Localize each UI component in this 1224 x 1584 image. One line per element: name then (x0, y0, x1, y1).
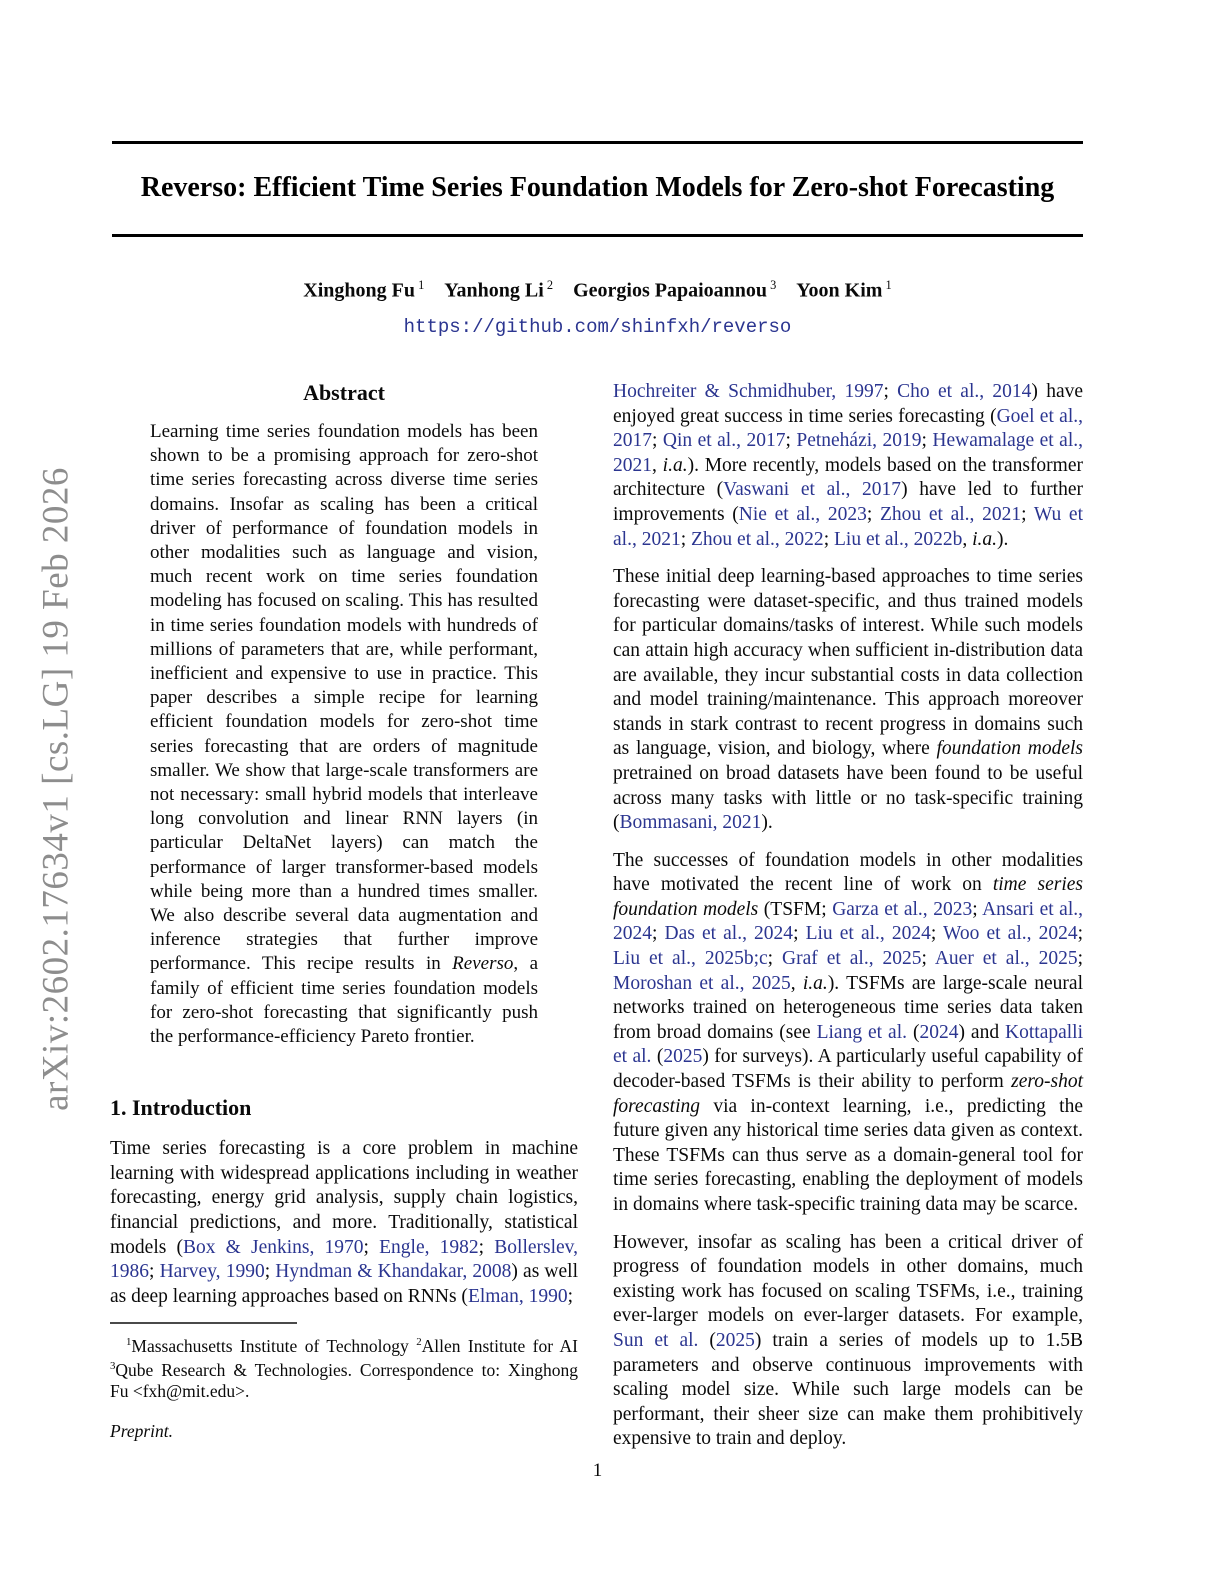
citation-link[interactable]: Box & Jenkins, 1970 (183, 1236, 364, 1258)
header-rule-top (112, 141, 1083, 144)
citation-link[interactable]: Moroshan et al., 2025 (613, 972, 791, 994)
citation-link[interactable]: Ansari et al., 2024 (613, 898, 1084, 945)
preprint-note: Preprint. (110, 1421, 174, 1442)
footnote-rule (110, 1322, 297, 1324)
citation-link[interactable]: Engle, 1982 (379, 1236, 479, 1258)
abstract-heading: Abstract (303, 380, 385, 405)
repo-link[interactable]: https://github.com/shinfxh/reverso (403, 316, 792, 338)
citation-link[interactable]: Liu et al., 2022b (833, 528, 963, 550)
affiliation-footnote: $^1$Massachusetts Institute of Technology $^2$Allen Institute for AI $^3$Qube Research & Technologies. Correspondence to: Xinghong Fu <fxh@mit.edu>. (110, 1335, 579, 1401)
intro-paragraph-right-2: These initial deep learning-based approaches to time series forecasting were dataset-specific, and thus trained models for particular domains/tasks of interest. While such models can attain high accuracy when sufficient in-distribution data are available, they incur substantial costs in data collection and model training/maintenance. This approach moreover stands in stark contrast to recent progress in domains such as language, vision, and biology, where foundation models pretrained on broad datasets have been found to be useful across many tasks with little or no task-specific training (Bommasani, 2021). (613, 566, 1083, 834)
citation-link[interactable]: Petneházi, 2019 (796, 430, 922, 452)
intro-paragraph-right-1: Hochreiter & Schmidhuber, 1997; Cho et al., 2014) have enjoyed great success in time series forecasting (Goel et al., 2017; Qin et al., 2017; Petneházi, 2019; Hewamalage et al., 2021, i.a.). More recently, models based on the transformer architecture (Vaswani et al., 2017) have led to further improvements (Nie et al., 2023; Zhou et al., 2021; Wu et al., 2021; Zhou et al., 2022; Liu et al., 2022b, i.a.). (613, 381, 1084, 550)
citation-link[interactable]: Woo et al., 2024 (943, 923, 1078, 945)
citation-link[interactable]: Cho et al., 2014 (897, 381, 1032, 402)
citation-link[interactable]: Harvey, 1990 (159, 1261, 265, 1283)
section-heading-introduction: 1. Introduction (110, 1095, 252, 1121)
citation-link[interactable]: Elman, 1990 (467, 1285, 568, 1307)
citation-link[interactable]: Graf et al., 2025 (782, 948, 922, 970)
citation-link[interactable]: Liang et al. (816, 1021, 908, 1043)
citation-link[interactable]: Hyndman & Khandakar, 2008 (275, 1261, 512, 1283)
paper-title: Reverso: Efficient Time Series Foundation Models for Zero-shot Forecasting (140, 172, 1055, 203)
citation-link[interactable]: Garza et al., 2023 (832, 898, 973, 920)
citation-link[interactable]: 2024 (919, 1021, 959, 1043)
intro-paragraph-right-4: However, insofar as scaling has been a critical driver of progress of foundation models in other domains, much existing work has focused on scaling TSFMs, i.e., training ever-larger models on ever-larger datasets. For example, Sun et al. (2025) train a series of models up to 1.5B parameters and observe continuous improvements with scaling model size. While such large models can be performant, their sheer size can make them prohibitively expensive to train and deploy. (613, 1231, 1083, 1450)
citation-link[interactable]: Hochreiter & Schmidhuber, 1997 (613, 381, 884, 402)
citation-link[interactable]: Bommasani, 2021 (619, 812, 762, 834)
citation-link[interactable]: Das et al., 2024 (664, 923, 794, 945)
citation-link[interactable]: Vaswani et al., 2017 (723, 479, 902, 501)
abstract-text: Learning time series foundation models has been shown to be a promising approach for zero-shot time series forecasting across diverse time series domains. Insofar as scaling has been a critical driver of performance of foundation models in other modalities such as language and vision, much recent work on time series foundation modeling has focused on scaling. This has resulted in time series foundation models with hundreds of millions of parameters that are, while performant, inefficient and expensive to use in practice. This paper describes a simple recipe for learning efficient foundation models for zero-shot time series forecasting that are orders of magnitude smaller. We show that large-scale transformers are not necessary: small hybrid models that interleave long convolution and linear RNN layers (in particular DeltaNet layers) can match the performance of larger transformer-based models while being more than a hundred times smaller. We also describe several data augmentation and inference strategies that further improve performance. This recipe results in Reverso, a family of efficient time series foundation models for zero-shot forecasting that significantly push the performance-efficiency Pareto frontier. (150, 421, 538, 1048)
citation-link[interactable]: Bollerslev, 1986 (110, 1236, 579, 1283)
citation-link[interactable]: Liu et al., 2025b;c (613, 948, 768, 970)
intro-paragraph-right-3: The successes of foundation models in other modalities have motivated the recent line of work on time series foundation models (TSFM; Garza et al., 2023; Ansari et al., 2024; Das et al., 2024; Liu et al., 2024; Woo et al., 2024; Liu et al., 2025b;c; Graf et al., 2025; Auer et al., 2025; Moroshan et al., 2025, i.a.). TSFMs are large-scale neural networks trained on heterogeneous time series data taken from broad domains (see Liang et al. (2024) and Kottapalli et al. (2025) for surveys). A particularly useful capability of decoder-based TSFMs is their ability to perform zero-shot forecasting via in-context learning, i.e., predicting the future given any historical time series data given as context. These TSFMs can thus serve as a domain-general tool for time series forecasting, enabling the deployment of models in domains where task-specific training data may be scarce. (613, 849, 1084, 1215)
citation-link[interactable]: Goel et al., 2017 (613, 405, 1083, 452)
arxiv-watermark: arXiv:2602.17634v1 [cs.LG] 19 Feb 2026 (35, 467, 77, 1111)
author-line: Xinghong Fu $^1$ Yanhong Li $^2$ Georgios Papaioannou $^3$ Yoon Kim $^1$ (303, 278, 892, 302)
citation-link[interactable]: Hewamalage et al., 2021 (613, 430, 1083, 476)
page-number: 1 (592, 1460, 603, 1481)
citation-link[interactable]: 2025 (663, 1046, 703, 1068)
left-column (110, 378, 578, 1442)
citation-link[interactable]: Zhou et al., 2021 (879, 503, 1022, 525)
citation-link[interactable]: Kottapalli et al. (613, 1021, 1084, 1068)
citation-link[interactable]: Sun et al. (613, 1329, 699, 1351)
citation-link[interactable]: Auer et al., 2025 (934, 948, 1078, 970)
intro-paragraph-left: Time series forecasting is a core problem in machine learning with widespread applications including in weather forecasting, energy grid analysis, supply chain logistics, financial predictions, and more. Traditionally, statistical models (Box & Jenkins, 1970; Engle, 1982; Bollerslev, 1986; Harvey, 1990; Hyndman & Khandakar, 2008) as well as deep learning approaches based on RNNs (Elman, 1990; (110, 1138, 579, 1307)
citation-link[interactable]: Liu et al., 2024 (805, 923, 931, 945)
citation-link[interactable]: 2025 (715, 1329, 755, 1351)
citation-link[interactable]: Nie et al., 2023 (738, 503, 867, 525)
citation-link[interactable]: Wu et al., 2021 (613, 503, 1083, 550)
right-column (613, 380, 1083, 1465)
citation-link[interactable]: Zhou et al., 2022 (691, 528, 824, 550)
header-rule-bottom (112, 234, 1083, 237)
citation-link[interactable]: Qin et al., 2017 (662, 430, 786, 452)
